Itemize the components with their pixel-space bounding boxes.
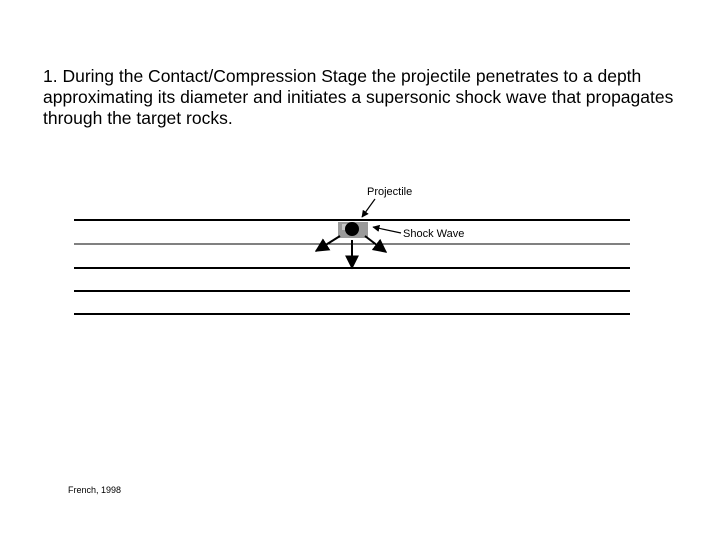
projectile-pointer xyxy=(362,199,375,217)
slide-text: 1. During the Contact/Compression Stage the projectile penetrates to a depth approximating its diameter and initiates a supersonic shock wave that propagates through the target rocks. xyxy=(43,66,674,128)
shock-wave-label: Shock Wave xyxy=(403,228,465,240)
shock-wave-arrows xyxy=(316,236,386,268)
source-credit: French, 1998 xyxy=(68,485,122,495)
projectile-ball xyxy=(345,222,359,236)
shock-wave-pointer xyxy=(373,227,401,233)
projectile-label: Projectile xyxy=(367,186,413,198)
